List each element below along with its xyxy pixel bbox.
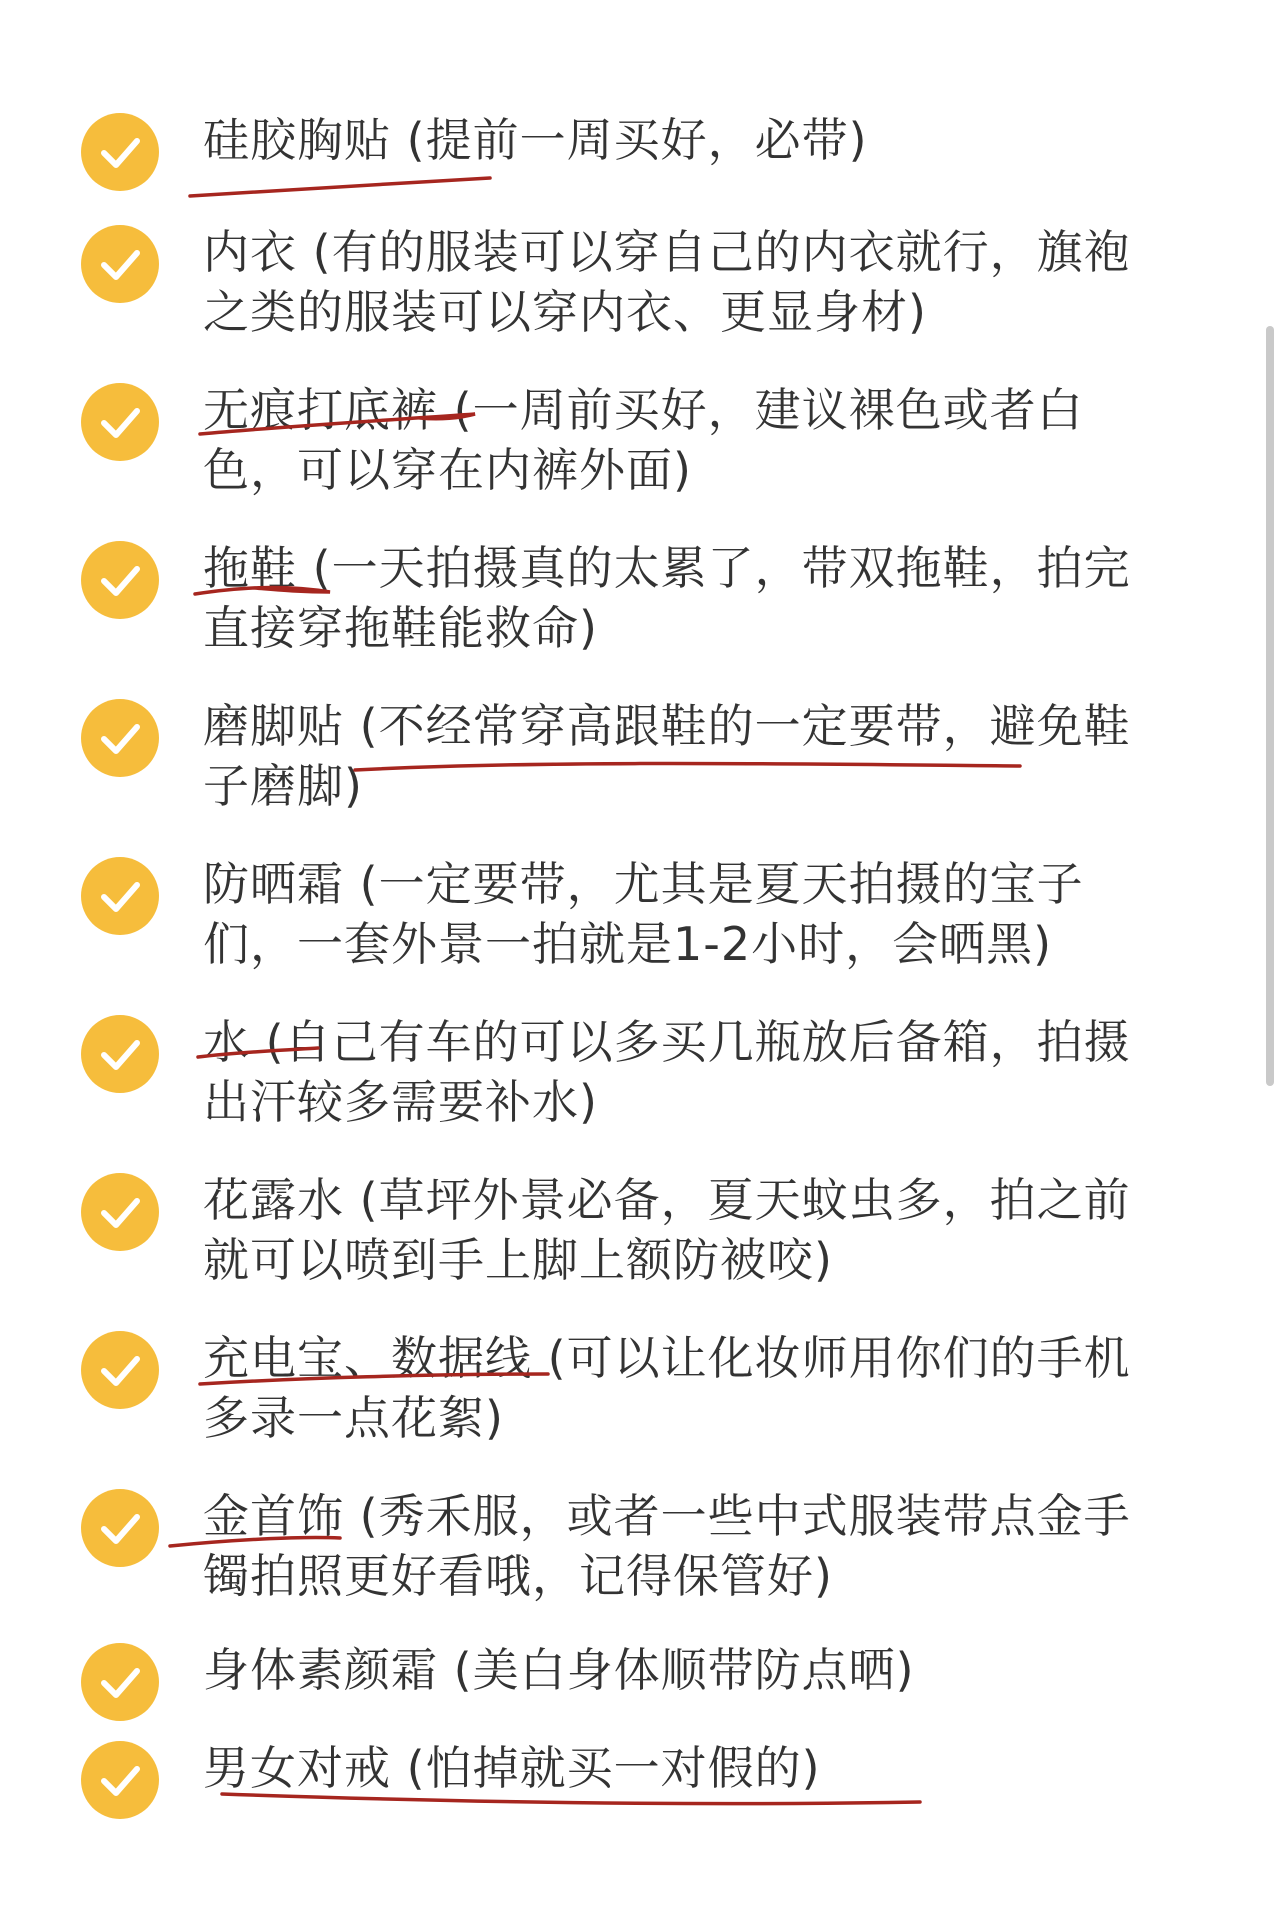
item-text: 拖鞋 (一天拍摄真的太累了，带双拖鞋，拍完 直接穿拖鞋能救命): [203, 541, 1131, 655]
item-text: 防晒霜 (一定要带，尤其是夏天拍摄的宝子 们，一套外景一拍就是1-2小时，会晒黑): [203, 857, 1084, 971]
item-text: 身体素颜霜 (美白身体顺带防点晒): [203, 1643, 915, 1697]
item-text: 花露水 (草坪外景必备，夏天蚊虫多，拍之前 就可以喷到手上脚上额防被咬): [203, 1173, 1131, 1287]
check-icon: [81, 383, 159, 461]
check-icon: [81, 1173, 159, 1251]
check-icon: [81, 1489, 159, 1567]
check-icon: [81, 857, 159, 935]
item-text: 水 (自己有车的可以多买几瓶放后备箱，拍摄 出汗较多需要补水): [203, 1015, 1131, 1129]
check-icon: [81, 1643, 159, 1721]
item-text: 内衣 (有的服装可以穿自己的内衣就行，旗袍 之类的服装可以穿内衣、更显身材): [203, 225, 1131, 339]
check-icon: [81, 225, 159, 303]
check-icon: [81, 1331, 159, 1409]
check-icon: [81, 541, 159, 619]
item-text: 无痕打底裤 (一周前买好，建议裸色或者白 色，可以穿在内裤外面): [203, 383, 1084, 497]
underline-stroke: [190, 178, 490, 196]
check-icon: [81, 1015, 159, 1093]
scrollbar[interactable]: [1266, 326, 1274, 1086]
item-text: 金首饰 (秀禾服，或者一些中式服装带点金手 镯拍照更好看哦，记得保管好): [203, 1489, 1131, 1603]
check-icon: [81, 699, 159, 777]
check-icon: [81, 113, 159, 191]
item-text: 男女对戒 (怕掉就买一对假的): [203, 1741, 821, 1795]
item-text: 硅胶胸贴 (提前一周买好，必带): [203, 113, 868, 167]
item-text: 充电宝、数据线 (可以让化妆师用你们的手机 多录一点花絮): [203, 1331, 1131, 1445]
check-icon: [81, 1741, 159, 1819]
item-text: 磨脚贴 (不经常穿高跟鞋的一定要带，避免鞋 子磨脚): [203, 699, 1131, 813]
